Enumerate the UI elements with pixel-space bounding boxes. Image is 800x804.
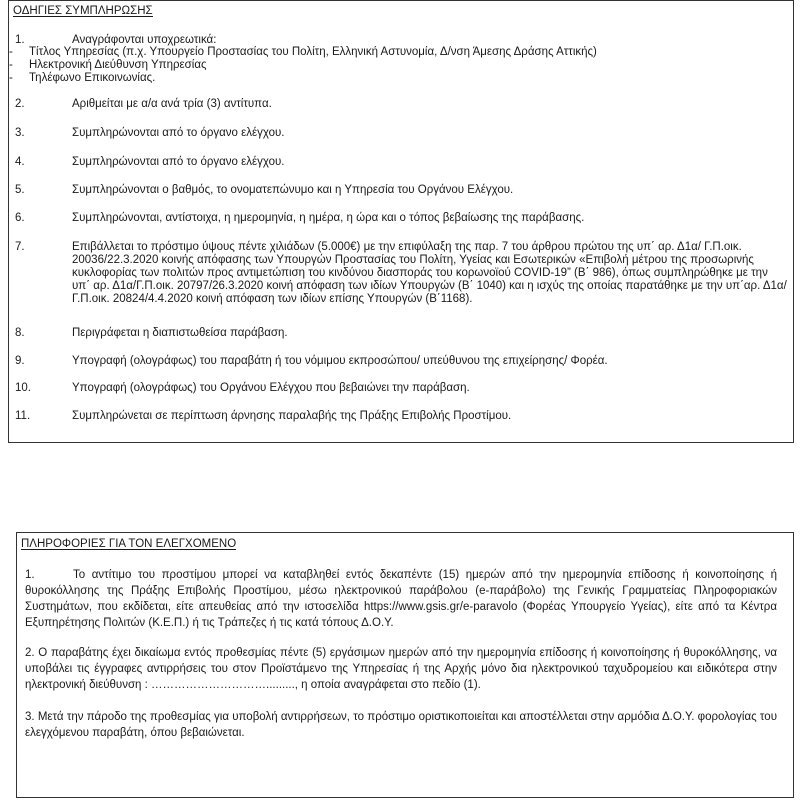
subitem-text: Ηλεκτρονική Διεύθυνση Υπηρεσίας [29,59,207,71]
item-number: 4. [15,156,25,168]
item-text: Συμπληρώνεται σε περίπτωση άρνησης παραλαβής της Πράξης Επιβολής Προστίμου. [72,410,512,422]
heading-underline [21,549,236,550]
item-text: Συμπληρώνονται ο βαθμός, το ονοματεπώνυμο και η Υπηρεσία του Οργάνου Ελέγχου. [72,184,514,196]
item-text: Συμπληρώνονται, αντίστοιχα, η ημερομηνία, η ημέρα, η ώρα και ο τόπος βεβαίωσης της παράβασης. [72,212,585,224]
paragraph-number: 1. [25,569,35,581]
item-number: 3. [15,127,25,139]
info-box [16,532,794,798]
item-number: 1. [15,34,25,46]
subitem-text: Τίτλος Υπηρεσίας (π.χ. Υπουργείο Προστασίας του Πολίτη, Ελληνική Αστυνομία, Δ/νση Άμεσης Δράσης Αττικής) [29,46,597,58]
item-number: 5. [15,184,25,196]
info-heading-text: ΠΛΗΡΟΦΟΡΙΕΣ ΓΙΑ ΤΟΝ ΕΛΕΓΧΟΜΕΝΟ [21,538,237,550]
info-paragraph-3 [25,709,777,741]
instructions-heading [13,4,153,18]
subitem-dash: - [9,59,13,71]
instructions-heading-text: ΟΔΗΓΙΕΣ ΣΥΜΠΛΗΡΩΣΗΣ [13,5,153,17]
paragraph-text: 2. Ο παραβάτης έχει δικαίωμα εντός προθεσμίας πέντε (5) εργάσιμων ημερών από την ημερομηνία επίδοσης ή κοινοποίησης ή θυροκόλλησης, να υποβάλει τις έγγραφες αντιρρήσεις του στον Προϊστάμενο της Υπηρεσίας ή της Αρχής μόνο δια ηλεκτρονικού ταχυδρομείου και ειδικότερα στην ηλεκτρονική διεύθυνση : …………………………........., η οποία αναγράφεται στο πεδίο (1). [25,647,777,691]
item-text: Αναγράφονται υποχρεωτικά: [72,34,217,46]
info-paragraph-2 [25,645,777,693]
item-text: Συμπληρώνονται από το όργανο ελέγχου. [72,156,285,168]
item-number: 6. [15,212,25,224]
subitem-dash: - [9,72,13,84]
item-number: 11. [15,410,31,422]
item-text: Αριθμείται με α/α ανά τρία (3) αντίτυπα. [72,98,272,110]
instructions-box [8,0,794,443]
item-text: Συμπληρώνονται από το όργανο ελέγχου. [72,127,285,139]
item-number: 7. [15,241,25,253]
item-number: 9. [15,355,25,367]
item-text: Επιβάλλεται το πρόστιμο ύψους πέντε χιλιάδων (5.000€) με την επιφύλαξη της παρ. 7 του άρθρου πρώτου της υπ΄ αρ. Δ1α/ Γ.Π.οικ. 20036/22.3.2020 κοινής απόφασης των Υπουργών Προστασίας του Πολίτη, Υγείας και Εσωτερικών «Επιβολή μέτρου της προσωρινής κυκλοφορίας των πολιτών προς αντιμετώπιση του κινδύνου διασποράς του κορωνοϊού COVID-19” (Β΄ 986), όπως συμπληρώθηκε με την υπ΄ αρ. Δ1α/Γ.Π.οικ. 20797/26.3.2020 κοινή απόφαση των ιδίων Υπουργών (Β΄ 1040) και η ισχύς της οποίας παρατάθηκε με την υπ΄αρ. Δ1α/Γ.Π.οικ. 20824/4.4.2020 κοινή απόφαση των ιδίων επίσης Υπουργών (Β΄1168). [72,241,787,305]
subitem-dash: - [9,46,13,58]
subitem-text: Τηλέφωνο Επικοινωνίας. [29,72,156,84]
heading-underline [13,16,153,17]
info-paragraph-1 [25,567,777,631]
item-number: 2. [15,98,25,110]
paragraph-text: Το αντίτιμο του προστίμου μπορεί να καταβληθεί εντός δεκαπέντε (15) ημερών από την ημερομηνία επίδοσης ή κοινοποίησης ή θυροκόλλησης της Πράξης Επιβολής Προστίμου, μέσω ηλεκτρονικού παράβολου (e-παράβολο) της Γενικής Γραμματείας Πληροφοριακών Συστημάτων, που εκδίδεται, είτε απευθείας από την ιστοσελίδα https://www.gsis.gr/e-paravolo (Φορέας Υπουργείο Υγείας), είτε από τα Κέντρα Εξυπηρέτησης Πολιτών (Κ.Ε.Π.) ή τις Τράπεζες ή τις κατά τόπους Δ.Ο.Υ. [25,569,777,629]
paragraph-text: 3. Μετά την πάροδο της προθεσμίας για υποβολή αντιρρήσεων, το πρόστιμο οριστικοποιείται και αποστέλλεται στην αρμόδια Δ.Ο.Υ. φορολογίας του ελεγχόμενου παραβάτη, όπου βεβαιώνεται. [25,711,777,739]
item-number: 8. [15,327,25,339]
item-text: Υπογραφή (ολογράφως) του Οργάνου Ελέγχου που βεβαιώνει την παράβαση. [72,382,470,394]
item-text: Περιγράφεται η διαπιστωθείσα παράβαση. [72,327,288,339]
info-heading [21,537,236,551]
item-text: Υπογραφή (ολογράφως) του παραβάτη ή του νόμιμου εκπροσώπου/ υπεύθυνου της επιχείρησης/ Φορέα. [72,355,608,367]
item-number: 10. [15,382,31,394]
